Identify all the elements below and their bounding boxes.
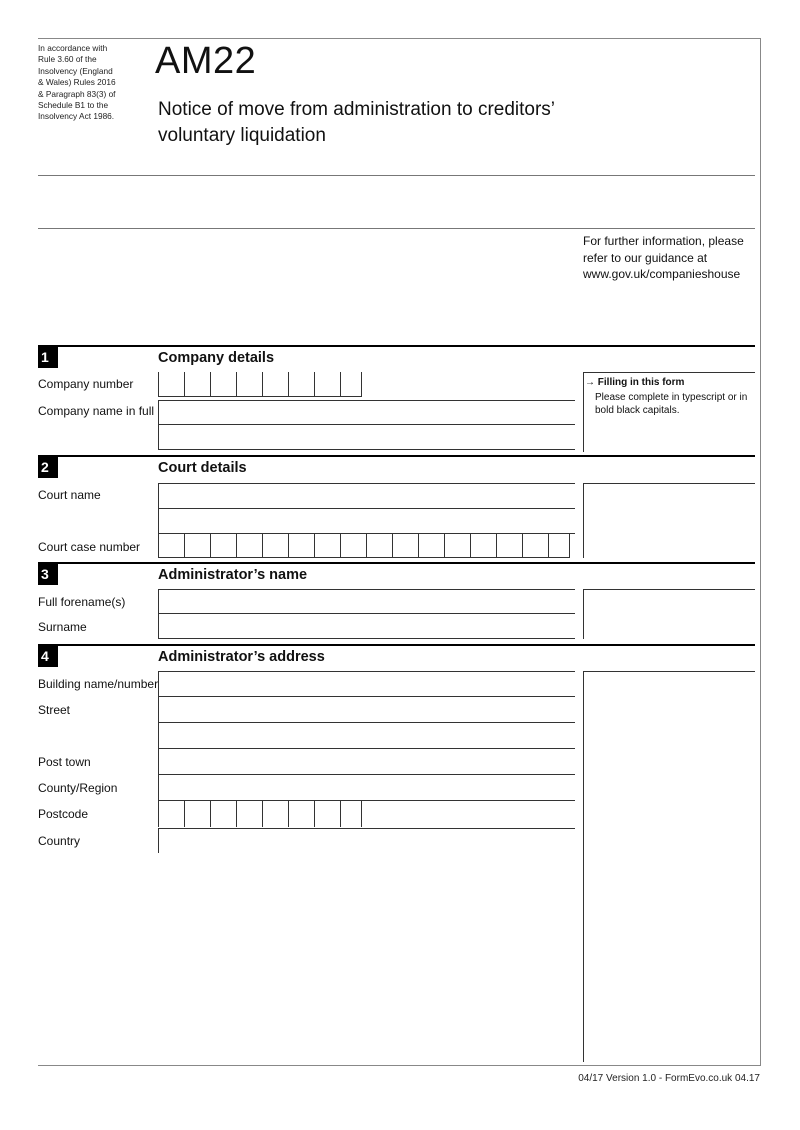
divider bbox=[158, 828, 575, 829]
section-1-bar bbox=[38, 345, 755, 347]
section-4-bar bbox=[38, 644, 755, 646]
postcode-label: Postcode bbox=[38, 807, 89, 821]
country-label: Country bbox=[38, 834, 81, 848]
section-3-side-panel bbox=[583, 589, 755, 639]
section-4-number: 4 bbox=[38, 646, 58, 667]
court-name-label: Court name bbox=[38, 488, 101, 502]
section-3-bar bbox=[38, 562, 755, 564]
section-3-title: Administrator’s name bbox=[158, 567, 308, 583]
section-2-bar bbox=[38, 455, 755, 457]
court-name-field-line1[interactable] bbox=[158, 483, 575, 509]
street-label: Street bbox=[38, 703, 71, 717]
further-info-text: For further information, please refer to our guidance at www.gov.uk/companieshouse bbox=[583, 234, 744, 281]
court-name-field-line2[interactable] bbox=[158, 509, 575, 534]
section-2-title: Court details bbox=[158, 460, 247, 476]
section-4-side-panel bbox=[583, 671, 755, 1062]
company-name-field-line1[interactable] bbox=[158, 400, 575, 425]
section-4-title: Administrator’s address bbox=[158, 649, 325, 665]
surname-label: Surname bbox=[38, 620, 87, 634]
divider bbox=[38, 175, 755, 176]
company-number-label: Company number bbox=[38, 377, 134, 391]
forenames-label: Full forename(s) bbox=[38, 595, 126, 609]
company-number-field[interactable] bbox=[158, 372, 362, 397]
footer-version: 04/17 Version 1.0 - FormEvo.co.uk 04.17 bbox=[578, 1073, 760, 1084]
help-body: Please complete in typescript or in bold black capitals. bbox=[595, 392, 748, 416]
divider bbox=[38, 228, 755, 229]
section-1-number: 1 bbox=[38, 347, 58, 368]
legal-reference: In accordance with Rule 3.60 of the Insolvency (England & Wales) Rules 2016 & Paragraph 83(3) of Schedule B1 to the Insolvency Act 1986. bbox=[38, 43, 116, 122]
form-code: AM22 bbox=[155, 40, 257, 82]
postcode-field[interactable] bbox=[158, 801, 362, 827]
arrow-right-icon: → bbox=[585, 377, 595, 388]
section-3-number: 3 bbox=[38, 564, 58, 585]
section-2-number: 2 bbox=[38, 457, 58, 478]
street-field-line2[interactable] bbox=[158, 723, 575, 749]
help-title: Filling in this form bbox=[597, 377, 685, 388]
building-label: Building name/number bbox=[38, 677, 159, 691]
court-case-number-label: Court case number bbox=[38, 540, 141, 554]
forenames-field[interactable] bbox=[158, 589, 575, 614]
post-town-label: Post town bbox=[38, 755, 91, 769]
company-name-field-line2[interactable] bbox=[158, 425, 575, 450]
post-town-field[interactable] bbox=[158, 749, 575, 775]
form-title: Notice of move from administration to creditors’ voluntary liquidation bbox=[158, 99, 555, 146]
county-field[interactable] bbox=[158, 775, 575, 801]
country-field[interactable] bbox=[158, 829, 159, 853]
section-1-title: Company details bbox=[158, 350, 275, 366]
surname-field[interactable] bbox=[158, 614, 575, 639]
county-label: County/Region bbox=[38, 781, 118, 795]
company-name-label: Company name in full bbox=[38, 404, 155, 418]
street-field-line1[interactable] bbox=[158, 697, 575, 723]
section-2-side-panel bbox=[583, 483, 755, 558]
help-panel-header bbox=[585, 377, 684, 388]
building-field[interactable] bbox=[158, 671, 575, 697]
court-case-number-field[interactable] bbox=[158, 534, 570, 558]
